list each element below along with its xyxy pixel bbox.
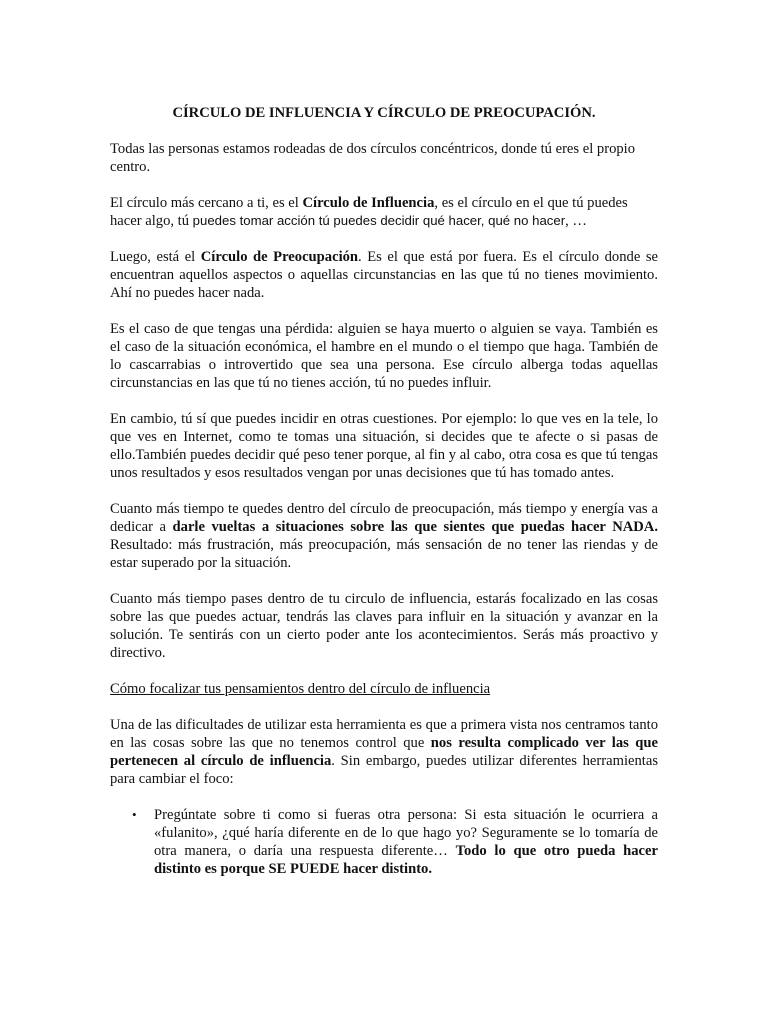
- section-subheading: Cómo focalizar tus pensamientos dentro del círculo de influencia: [110, 681, 491, 697]
- bold-term-influence: Círculo de Influencia: [302, 195, 435, 211]
- paragraph-time-in-concern: [110, 500, 658, 572]
- paragraph-difficulties: [110, 716, 658, 788]
- paragraph-examples-loss: Es el caso de que tengas una pérdida: alguien se haya muerto o alguien se vaya. También es el caso de la situación económica, el hambre en el mundo o el tiempo que haga. También de lo cascarrabias o introvertido que sea una persona. Ese círculo alberga todas aquellas circunstancias en las que tú no tienes acción, tú no puedes influir.: [110, 321, 658, 391]
- text-run: . Es el que está por fuera. Es el círculo donde se encuentran aquellos aspectos o aquellas circunstancias en las que tú no tienes movimiento. Ahí no puedes hacer nada.: [110, 249, 658, 301]
- paragraph-influence-circle: [110, 194, 658, 230]
- bold-emphasis: darle vueltas a situaciones sobre las que sientes que puedas hacer NADA.: [172, 519, 658, 535]
- text-run: Cuanto más tiempo te quedes dentro del círculo de preocupación, más tiempo y energía vas a dedicar a: [110, 501, 658, 535]
- text-run: Luego, está el: [110, 249, 201, 265]
- sans-text-run: puedes tomar acción tú puedes decidir qué hacer, qué no hacer: [192, 213, 566, 228]
- text-run: El círculo más cercano a ti, es el: [110, 195, 303, 211]
- text-run: Una de las dificultades de utilizar esta herramienta es que a primera vista nos centramos tanto en las cosas sobre las que no tenemos control que: [110, 717, 658, 751]
- bold-emphasis: Todo lo que otro pueda hacer distinto es porque SE PUEDE hacer distinto.: [154, 843, 658, 877]
- document-page: [110, 104, 658, 878]
- document-title: CÍRCULO DE INFLUENCIA Y CÍRCULO DE PREOCUPACIÓN.: [172, 105, 596, 121]
- paragraph-examples-influence: En cambio, tú sí que puedes incidir en otras cuestiones. Por ejemplo: lo que ves en la tele, lo que ves en Internet, como te tomas una situación, si decides que te afecte o si pasas de ello.También puedes decidir qué peso tener porque, al fin y al cabo, otra cosa es que tú tengas unos resultados y esos resultados vengan por unas decisiones que tú has tomado antes.: [110, 411, 658, 481]
- bold-term-concern: Círculo de Preocupación: [200, 249, 359, 265]
- text-run: Resultado: más frustración, más preocupación, más sensación de no tener las riendas y de estar superado por la situación.: [110, 537, 658, 571]
- tips-list: [110, 806, 658, 878]
- text-run: . Sin embargo, puedes utilizar diferentes herramientas para cambiar el foco:: [110, 753, 658, 787]
- bold-emphasis: nos resulta complicado ver las que pertenecen al círculo de influencia: [110, 735, 658, 769]
- paragraph-concern-circle: [110, 248, 658, 302]
- paragraph-intro: Todas las personas estamos rodeadas de dos círculos concéntricos, donde tú eres el propio centro.: [110, 141, 636, 175]
- text-run: , …: [565, 213, 587, 229]
- text-run: Pregúntate sobre ti como si fueras otra persona: Si esta situación le ocurriera a «fulanito», ¿qué haría diferente en de lo que hago yo? Seguramente se lo tomaría de otra manera, o daría una respuesta diferente…: [154, 807, 658, 859]
- text-run: , es el círculo en el que tú puedes hacer algo, tú: [110, 195, 628, 229]
- bullet-icon: •: [132, 807, 137, 822]
- list-item: [110, 806, 658, 878]
- paragraph-time-in-influence: Cuanto más tiempo pases dentro de tu circulo de influencia, estarás focalizado en las cosas sobre las que puedes actuar, tendrás las claves para influir en la situación y avanzar en la solución. Te sentirás con un cierto poder ante los acontecimientos. Serás más proactivo y directivo.: [110, 591, 658, 661]
